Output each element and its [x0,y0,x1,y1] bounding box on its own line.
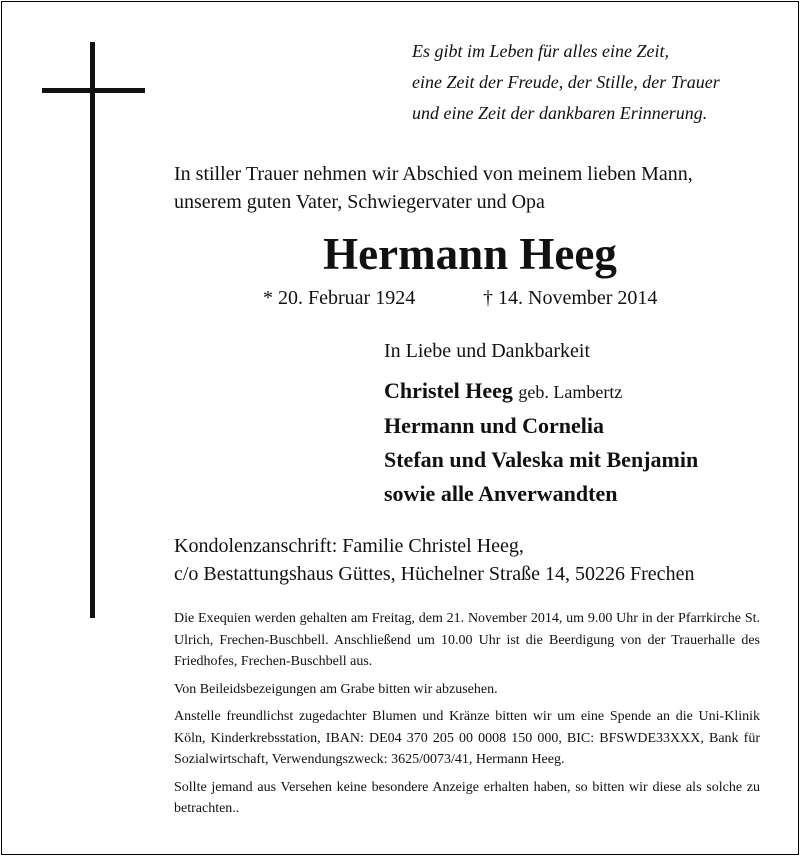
intro-text [174,160,693,216]
birth-date: * 20. Februar 1924 [263,287,416,309]
mourner-line: Stefan und Valeska mit Benjamin [384,447,699,472]
quote-verse [412,36,720,129]
death-date: † 14. November 2014 [483,287,658,309]
intro-line: unserem guten Vater, Schwiegervater und Opa [174,191,545,213]
cross-horizontal-bar [42,88,145,93]
maiden-name: geb. Lambertz [518,382,623,402]
donation-paragraph: Anstelle freundlichst zugedachter Blumen und Kränze bitten wir um eine Spende an die Uni-Klinik Köln, Kinderkrebsstation, IBAN: DE04 370 205 00 0008 150 000, BIC: BFSWDE33XXX, Bank für Sozialwirtschaft, Verwendungszweck: 3625/0073/41, Hermann Heeg. [174,709,760,767]
deceased-name: Hermann Heeg [323,229,617,279]
mourner-line: Hermann und Cornelia [384,413,605,438]
mourner-line: sowie alle Anverwandten [384,481,618,506]
obituary-notice [1,1,799,855]
notice-paragraph: Sollte jemand aus Versehen keine besondere Anzeige erhalten haben, so bitten wir diese als solche zu betrachten.. [174,779,760,816]
condolence-request-paragraph: Von Beileidsbezeigungen am Grabe bitten wir abzusehen. [174,681,498,697]
service-paragraph: Die Exequien werden gehalten am Freitag, dem 21. November 2014, um 9.00 Uhr in der Pfarrkirche St. Ulrich, Frechen-Buschbell. Anschließend um 10.00 Uhr ist die Beerdigung von der Trauerhalle des Friedhofes, Frechen-Buschbell aus. [174,611,760,669]
address-line: Kondolenzanschrift: Familie Christel Heeg, [174,535,524,557]
quote-line: und eine Zeit der dankbaren Erinnerung. [412,103,708,123]
service-information [174,608,760,826]
address-line: c/o Bestattungshaus Güttes, Hüchelner Straße 14, 50226 Frechen [174,563,695,585]
quote-line: eine Zeit der Freude, der Stille, der Trauer [412,72,720,92]
mourner-name: Christel Heeg [384,378,513,403]
quote-line: Es gibt im Leben für alles eine Zeit, [412,41,669,61]
mourners-intro: In Liebe und Dankbarkeit [384,340,591,362]
cross-vertical-bar [90,42,95,618]
mourners-list [384,374,698,511]
intro-line: In stiller Trauer nehmen wir Abschied von meinem lieben Mann, [174,163,693,185]
condolence-address [174,532,694,588]
mourner-line [384,374,698,409]
